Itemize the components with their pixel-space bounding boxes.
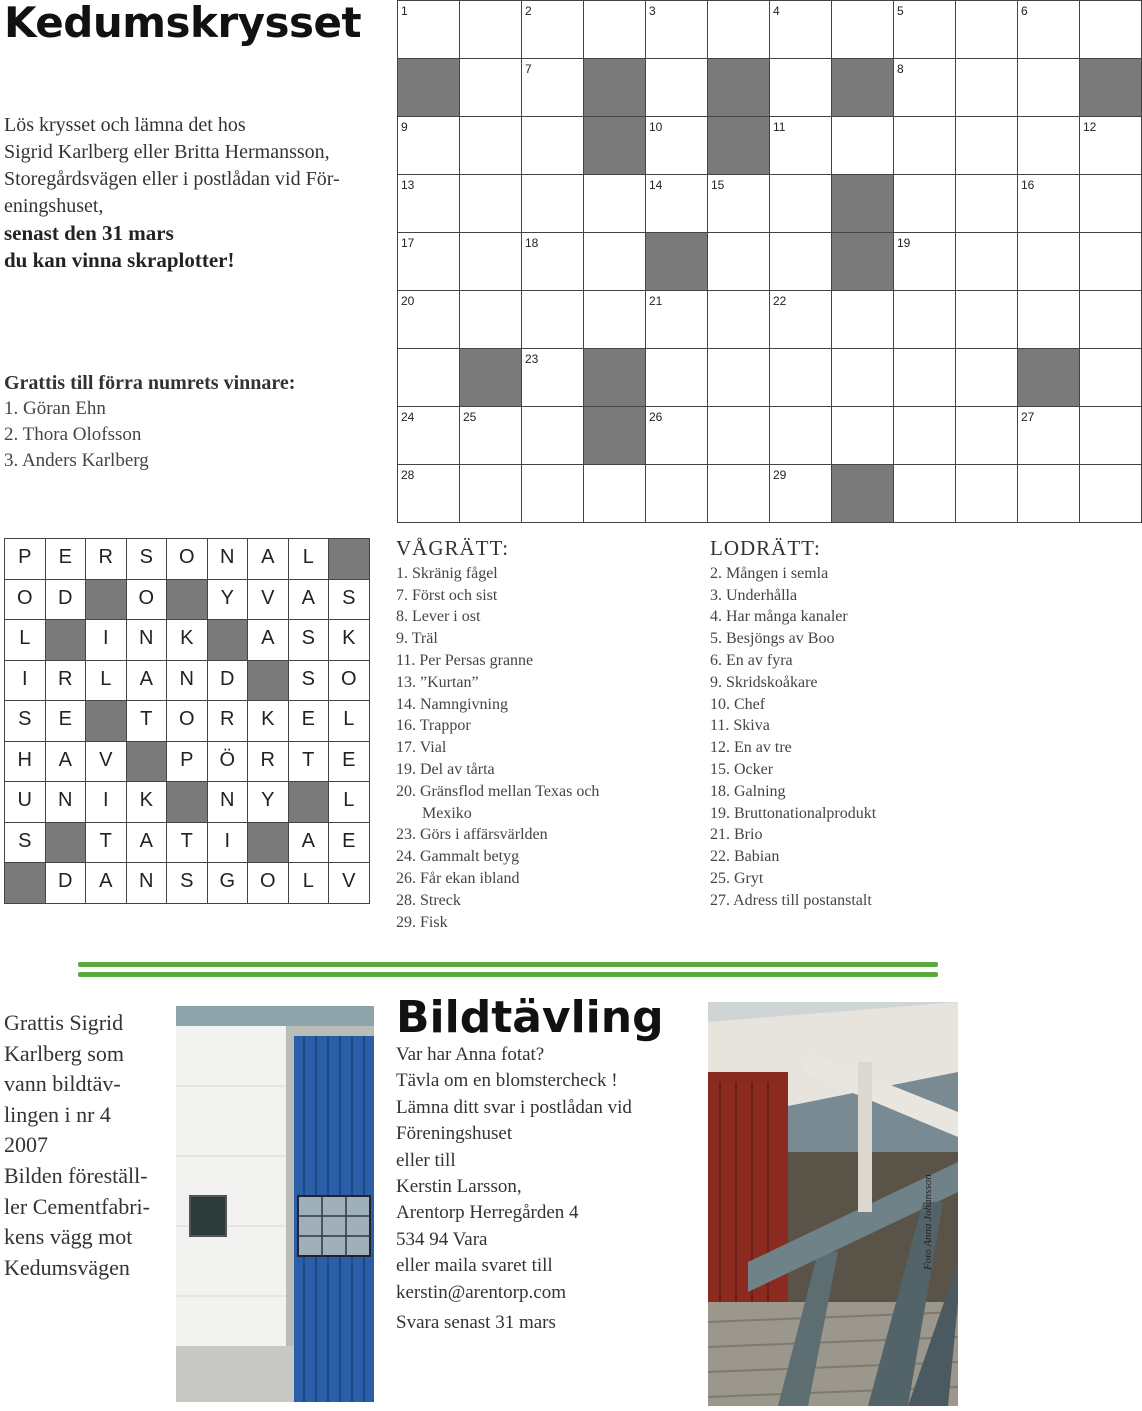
crossword-black-cell xyxy=(831,174,894,233)
crossword-black-cell xyxy=(397,58,460,117)
solution-black-cell xyxy=(4,862,46,904)
clue-number: 15 xyxy=(711,178,725,192)
crossword-black-cell xyxy=(1079,58,1142,117)
clue-number: 17 xyxy=(401,236,415,250)
crossword-cell xyxy=(831,406,894,465)
crossword-cell xyxy=(831,116,894,175)
crossword-cell xyxy=(645,464,708,523)
crossword-cell xyxy=(1017,464,1080,523)
crossword-black-cell xyxy=(831,464,894,523)
crossword-cell xyxy=(955,116,1018,175)
solution-letter: T xyxy=(288,741,330,783)
crossword-cell xyxy=(955,0,1018,59)
crossword-cell xyxy=(955,464,1018,523)
crossword-cell xyxy=(831,0,894,59)
bildtavling-line: Arentorp Herregården 4 xyxy=(396,1202,579,1224)
clue-number: 20 xyxy=(401,294,415,308)
crossword-cell xyxy=(1079,174,1142,233)
solution-letter: D xyxy=(207,660,249,702)
crossword-grid xyxy=(397,0,1097,520)
winners-section xyxy=(4,370,295,474)
crossword-cell xyxy=(397,232,460,291)
solution-black-cell xyxy=(166,781,208,823)
crossword-cell xyxy=(769,0,832,59)
crossword-cell xyxy=(645,58,708,117)
solution-letter: O xyxy=(166,538,208,580)
bildtavling-line: 534 94 Vara xyxy=(396,1228,488,1250)
crossword-cell xyxy=(645,0,708,59)
solution-letter: T xyxy=(166,822,208,864)
bildtavling-line: eller till xyxy=(396,1149,456,1171)
solution-letter: N xyxy=(45,781,87,823)
solution-letter: A xyxy=(126,822,168,864)
clue-item: 23. Görs i affärsvärlden xyxy=(396,826,548,844)
solution-letter: S xyxy=(4,700,46,742)
crossword-cell xyxy=(521,406,584,465)
clue-item: 17. Vial xyxy=(396,739,447,757)
clue-number: 3 xyxy=(649,4,656,18)
bildtavling-line: Var har Anna fotat? xyxy=(396,1044,545,1065)
solution-letter: O xyxy=(126,579,168,621)
clue-item: 8. Lever i ost xyxy=(396,608,481,626)
clue-item: 12. En av tre xyxy=(710,739,792,757)
clue-item: 7. Först och sist xyxy=(396,586,498,604)
solution-letter: L xyxy=(85,660,127,702)
solution-letter: O xyxy=(247,862,289,904)
crossword-cell xyxy=(769,232,832,291)
solution-letter: P xyxy=(4,538,46,580)
clue-number: 26 xyxy=(649,410,663,424)
crossword-black-cell xyxy=(645,232,708,291)
solution-letter: N xyxy=(207,781,249,823)
crossword-cell xyxy=(707,232,770,291)
clue-item: 16. Trappor xyxy=(396,717,471,735)
clue-number: 18 xyxy=(525,236,539,250)
solution-letter: A xyxy=(288,822,330,864)
crossword-black-cell xyxy=(831,58,894,117)
clue-item: 11. Per Persas granne xyxy=(396,651,534,669)
clue-item: 9. Skridskoåkare xyxy=(710,673,818,691)
crossword-cell xyxy=(707,406,770,465)
solution-letter: L xyxy=(328,781,370,823)
crossword-cell xyxy=(1017,174,1080,233)
crossword-cell xyxy=(1017,232,1080,291)
crossword-cell xyxy=(707,0,770,59)
solution-letter: L xyxy=(288,538,330,580)
crossword-cell xyxy=(831,290,894,349)
winner-text-line: lingen i nr 4 xyxy=(4,1101,111,1127)
crossword-cell xyxy=(459,406,522,465)
bildtavling-line: Föreningshuset xyxy=(396,1123,513,1145)
clue-item: 28. Streck xyxy=(396,891,461,909)
winner-text-line: kens vägg mot xyxy=(4,1224,133,1250)
clue-item: 13. ”Kurtan” xyxy=(396,673,479,691)
solution-letter: A xyxy=(126,660,168,702)
solution-letter: R xyxy=(45,660,87,702)
clue-number: 29 xyxy=(773,468,787,482)
intro-line: Sigrid Karlberg eller Britta Hermansson, xyxy=(4,141,330,163)
clue-item: 22. Babian xyxy=(710,848,780,866)
crossword-cell xyxy=(521,290,584,349)
clue-item: 1. Skränig fågel xyxy=(396,564,498,582)
clue-item: 6. En av fyra xyxy=(710,651,793,669)
crossword-cell xyxy=(397,174,460,233)
crossword-cell xyxy=(521,174,584,233)
clue-number: 16 xyxy=(1021,178,1035,192)
solution-letter: L xyxy=(288,862,330,904)
clue-number: 21 xyxy=(649,294,663,308)
solution-black-cell xyxy=(45,822,87,864)
solution-letter: E xyxy=(328,822,370,864)
clue-number: 1 xyxy=(401,4,408,18)
crossword-cell xyxy=(955,348,1018,407)
crossword-cell xyxy=(459,174,522,233)
solution-letter: R xyxy=(247,741,289,783)
solution-letter: N xyxy=(126,619,168,661)
clue-item: 25. Gryt xyxy=(710,869,764,887)
winner-item: 3. Anders Karlberg xyxy=(4,450,149,471)
clue-number: 12 xyxy=(1083,120,1097,134)
crossword-cell xyxy=(397,116,460,175)
crossword-cell xyxy=(397,406,460,465)
clue-item: 10. Chef xyxy=(710,695,766,713)
cement-factory-photo xyxy=(176,1006,374,1402)
crossword-cell xyxy=(769,58,832,117)
solution-black-cell xyxy=(166,579,208,621)
crossword-cell xyxy=(521,464,584,523)
solution-letter: N xyxy=(207,538,249,580)
clue-item: 14. Namngivning xyxy=(396,695,508,713)
crossword-cell xyxy=(893,232,956,291)
clue-number: 13 xyxy=(401,178,415,192)
clue-item: 5. Besjöngs av Boo xyxy=(710,630,835,648)
vagratt-clues xyxy=(396,538,599,933)
page-title: Kedumskrysset xyxy=(4,0,362,47)
solution-black-cell xyxy=(288,781,330,823)
clue-number: 28 xyxy=(401,468,415,482)
clue-number: 2 xyxy=(525,4,532,18)
clue-number: 23 xyxy=(525,352,539,366)
crossword-cell xyxy=(645,174,708,233)
crossword-black-cell xyxy=(1017,348,1080,407)
crossword-cell xyxy=(583,290,646,349)
clue-item: 24. Gammalt betyg xyxy=(396,848,520,866)
solution-letter: Y xyxy=(207,579,249,621)
crossword-cell xyxy=(521,232,584,291)
clue-item: 9. Träl xyxy=(396,630,438,648)
crossword-cell xyxy=(521,348,584,407)
clue-number: 5 xyxy=(897,4,904,18)
crossword-cell xyxy=(645,348,708,407)
crossword-cell xyxy=(459,58,522,117)
crossword-cell xyxy=(459,290,522,349)
clue-item: 2. Mången i semla xyxy=(710,564,829,582)
winner-text-line: Karlberg som xyxy=(4,1040,124,1066)
bildtavling-deadline: Svara senast 31 mars xyxy=(396,1312,556,1333)
solution-letter: O xyxy=(328,660,370,702)
crossword-cell xyxy=(955,174,1018,233)
solution-letter: A xyxy=(45,741,87,783)
clue-item: 20. Gränsflod mellan Texas och xyxy=(396,782,600,800)
winner-text-line: ler Cementfabri- xyxy=(4,1193,150,1219)
crossword-cell xyxy=(831,348,894,407)
solution-letter: G xyxy=(207,862,249,904)
crossword-cell xyxy=(583,0,646,59)
solution-letter: K xyxy=(126,781,168,823)
clue-number: 22 xyxy=(773,294,787,308)
solution-black-cell xyxy=(207,619,249,661)
solution-letter: E xyxy=(288,700,330,742)
crossword-cell xyxy=(707,348,770,407)
solution-letter: T xyxy=(85,822,127,864)
solution-black-cell xyxy=(247,660,289,702)
crossword-cell xyxy=(645,406,708,465)
solution-letter: L xyxy=(4,619,46,661)
crossword-cell xyxy=(707,174,770,233)
clue-number: 27 xyxy=(1021,410,1035,424)
bildtavling-winner-text xyxy=(4,1008,172,1283)
solution-letter: I xyxy=(85,619,127,661)
clue-item: 27. Adress till postanstalt xyxy=(710,891,872,909)
lodratt-heading: LODRÄTT: xyxy=(710,536,821,560)
clue-item: 15. Ocker xyxy=(710,760,774,778)
solution-letter: A xyxy=(247,538,289,580)
crossword-cell xyxy=(645,290,708,349)
crossword-cell xyxy=(955,406,1018,465)
crossword-cell xyxy=(893,116,956,175)
crossword-cell xyxy=(769,406,832,465)
winners-title: Grattis till förra numrets vinnare: xyxy=(4,372,296,394)
crossword-cell xyxy=(397,0,460,59)
bildtavling-line: kerstin@arentorp.com xyxy=(396,1281,566,1303)
divider-line xyxy=(78,962,938,967)
clue-number: 14 xyxy=(649,178,663,192)
crossword-black-cell xyxy=(707,58,770,117)
crossword-cell xyxy=(893,174,956,233)
bildtavling-line: Tävla om en blomstercheck ! xyxy=(396,1070,618,1092)
clue-number: 24 xyxy=(401,410,415,424)
crossword-cell xyxy=(1017,0,1080,59)
crossword-cell xyxy=(459,464,522,523)
crossword-cell xyxy=(1017,116,1080,175)
solution-black-cell xyxy=(85,579,127,621)
solution-letter: E xyxy=(45,700,87,742)
clue-item: 29. Fisk xyxy=(396,913,448,931)
solution-letter: S xyxy=(166,862,208,904)
divider-line xyxy=(78,972,938,977)
crossword-cell xyxy=(1079,116,1142,175)
solution-letter: S xyxy=(328,579,370,621)
solution-black-cell xyxy=(85,700,127,742)
crossword-cell xyxy=(397,290,460,349)
winner-text-line: vann bildtäv- xyxy=(4,1071,121,1097)
solution-letter: I xyxy=(85,781,127,823)
clue-number: 11 xyxy=(773,120,786,134)
intro-line: eningshuset, xyxy=(4,195,104,217)
solution-letter: K xyxy=(328,619,370,661)
solution-letter: D xyxy=(45,862,87,904)
crossword-cell xyxy=(893,58,956,117)
solution-letter: H xyxy=(4,741,46,783)
clue-item: 21. Brio xyxy=(710,826,763,844)
clue-item: 19. Bruttonationalprodukt xyxy=(710,804,877,822)
clue-number: 19 xyxy=(897,236,911,250)
crossword-black-cell xyxy=(583,116,646,175)
solution-letter: E xyxy=(45,538,87,580)
winner-text-line: Grattis Sigrid xyxy=(4,1010,124,1035)
solution-letter: O xyxy=(4,579,46,621)
winner-text-line: Kedumsvägen xyxy=(4,1254,130,1280)
solution-letter: V xyxy=(85,741,127,783)
crossword-cell xyxy=(1079,232,1142,291)
crossword-cell xyxy=(1079,290,1142,349)
solution-black-cell xyxy=(126,741,168,783)
crossword-cell xyxy=(1079,348,1142,407)
crossword-cell xyxy=(893,464,956,523)
solution-letter: K xyxy=(247,700,289,742)
crossword-cell xyxy=(769,348,832,407)
solution-letter: U xyxy=(4,781,46,823)
solution-letter: N xyxy=(166,660,208,702)
crossword-cell xyxy=(769,290,832,349)
crossword-cell xyxy=(955,58,1018,117)
crossword-cell xyxy=(645,116,708,175)
crossword-cell xyxy=(1079,0,1142,59)
solution-letter: S xyxy=(288,660,330,702)
bildtavling-line: eller maila svaret till xyxy=(396,1255,553,1277)
bildtavling-line: Lämna ditt svar i postlådan vid xyxy=(396,1096,632,1118)
solution-black-cell xyxy=(328,538,370,580)
solution-letter: R xyxy=(207,700,249,742)
crossword-cell xyxy=(1079,406,1142,465)
clue-item: 26. Får ekan ibland xyxy=(396,869,520,887)
solution-letter: P xyxy=(166,741,208,783)
crossword-cell xyxy=(459,116,522,175)
clue-number: 6 xyxy=(1021,4,1028,18)
clue-number: 4 xyxy=(773,4,780,18)
clue-number: 8 xyxy=(897,62,904,76)
crossword-black-cell xyxy=(459,348,522,407)
crossword-black-cell xyxy=(831,232,894,291)
bildtavling-line: Kerstin Larsson, xyxy=(396,1176,522,1198)
crossword-black-cell xyxy=(583,406,646,465)
crossword-cell xyxy=(893,348,956,407)
solution-letter: N xyxy=(126,862,168,904)
crossword-cell xyxy=(769,174,832,233)
solution-letter: V xyxy=(328,862,370,904)
photo-credit: Foto Anna Johansson xyxy=(922,1174,934,1270)
clue-item: 11. Skiva xyxy=(710,717,770,735)
crossword-cell xyxy=(459,0,522,59)
crossword-black-cell xyxy=(583,58,646,117)
crossword-cell xyxy=(893,0,956,59)
crossword-cell xyxy=(521,116,584,175)
solution-letter: L xyxy=(328,700,370,742)
clue-number: 25 xyxy=(463,410,477,424)
bildtavling-text xyxy=(396,1042,696,1306)
crossword-cell xyxy=(1017,58,1080,117)
solution-letter: O xyxy=(166,700,208,742)
clue-number: 10 xyxy=(649,120,663,134)
solution-letter: Y xyxy=(247,781,289,823)
clue-item: 4. Har många kanaler xyxy=(710,608,848,626)
intro-text xyxy=(4,112,384,274)
solution-letter: D xyxy=(45,579,87,621)
solution-letter: I xyxy=(207,822,249,864)
solution-letter: S xyxy=(288,619,330,661)
crossword-cell xyxy=(707,290,770,349)
crossword-cell xyxy=(1017,406,1080,465)
vagratt-heading: VÅGRÄTT: xyxy=(396,536,510,560)
clue-number: 7 xyxy=(525,62,532,76)
solution-black-cell xyxy=(45,619,87,661)
crossword-cell xyxy=(893,406,956,465)
crossword-cell xyxy=(397,348,460,407)
solution-letter: R xyxy=(85,538,127,580)
solution-letter: A xyxy=(247,619,289,661)
solution-letter: A xyxy=(85,862,127,904)
clue-item: 18. Galning xyxy=(710,782,786,800)
intro-line: Storegårdsvägen eller i postlådan vid För- xyxy=(4,168,340,190)
intro-line: Lös krysset och lämna det hos xyxy=(4,114,246,136)
crossword-cell xyxy=(707,464,770,523)
lodratt-clues xyxy=(710,538,876,912)
solution-black-cell xyxy=(247,822,289,864)
solution-letter: I xyxy=(4,660,46,702)
solution-letter: K xyxy=(166,619,208,661)
crossword-cell xyxy=(769,464,832,523)
solution-letter: T xyxy=(126,700,168,742)
crossword-cell xyxy=(521,0,584,59)
crossword-cell xyxy=(583,174,646,233)
winner-text-line: 2007 xyxy=(4,1132,48,1158)
crossword-black-cell xyxy=(583,348,646,407)
crossword-cell xyxy=(1017,290,1080,349)
crossword-cell xyxy=(769,116,832,175)
clue-item: 19. Del av tårta xyxy=(396,760,495,778)
solution-letter: Ö xyxy=(207,741,249,783)
crossword-black-cell xyxy=(707,116,770,175)
crossword-cell xyxy=(1079,464,1142,523)
crossword-cell xyxy=(583,232,646,291)
bildtavling-title: Bildtävling xyxy=(396,992,664,1043)
solution-letter: V xyxy=(247,579,289,621)
crossword-cell xyxy=(893,290,956,349)
clue-number: 9 xyxy=(401,120,408,134)
solution-letter: E xyxy=(328,741,370,783)
winner-text-line: Bilden föreställ- xyxy=(4,1162,148,1188)
winner-item: 2. Thora Olofsson xyxy=(4,424,142,445)
crossword-cell xyxy=(397,464,460,523)
crossword-cell xyxy=(521,58,584,117)
clue-item: 3. Underhålla xyxy=(710,586,798,604)
crossword-cell xyxy=(955,290,1018,349)
crossword-cell xyxy=(583,464,646,523)
deadline-text: senast den 31 mars xyxy=(4,221,174,245)
crossword-cell xyxy=(459,232,522,291)
clue-item: Mexiko xyxy=(422,804,472,822)
winner-item: 1. Göran Ehn xyxy=(4,398,106,419)
solution-letter: S xyxy=(126,538,168,580)
contest-photo xyxy=(708,1002,958,1406)
solution-letter: A xyxy=(288,579,330,621)
crossword-cell xyxy=(955,232,1018,291)
solution-letter: S xyxy=(4,822,46,864)
prize-text: du kan vinna skraplotter! xyxy=(4,248,235,272)
